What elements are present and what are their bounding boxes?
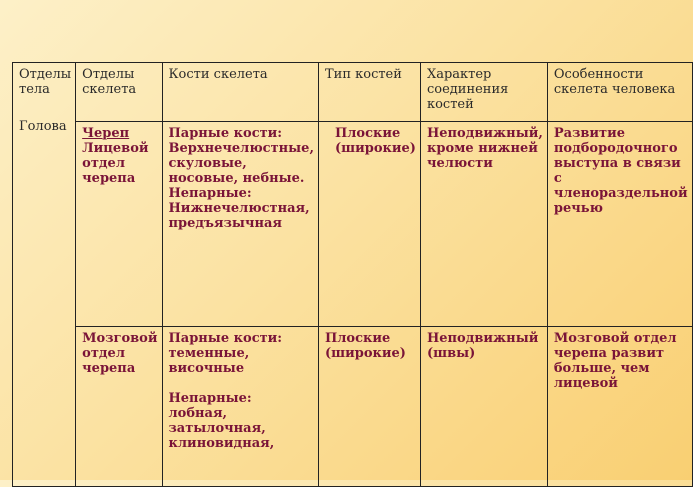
bone-type-cell: Плоские (широкие): [318, 122, 420, 327]
features-cell: Развитие подбородочного выступа в связи с членораздельной речью: [547, 122, 692, 327]
section-subtitle: Лицевой отдел черепа: [82, 141, 149, 186]
header-body-parts: Отделы тела: [19, 67, 72, 97]
skeleton-section-cranial: Мозговой отдел черепа: [76, 327, 162, 487]
bones-paired: Парные кости: теменные, височные: [168, 331, 283, 376]
bones-cell: Парные кости: Верхнечелюстные, скуловые, носовые, небные. Непарные: Нижнечелюстная, предъязычная: [162, 122, 318, 327]
bone-type-cell: Плоские (широкие): [318, 327, 420, 487]
header-joint: Характер соединения костей: [420, 63, 547, 122]
header-bone-type: Тип костей: [318, 63, 420, 122]
header-row: [13, 63, 693, 122]
table-row: [13, 327, 693, 487]
body-part-head: Голова: [19, 119, 67, 134]
header-skeleton-parts: Отделы скелета: [76, 63, 162, 122]
header-bones: Кости скелета: [162, 63, 318, 122]
bones-unpaired: Непарные: лобная, затылочная, клиновидная,: [168, 391, 275, 451]
features-cell: Мозговой отдел черепа развит больше, чем лицевой: [547, 327, 692, 487]
skeleton-section-facial: [76, 122, 162, 327]
header-features: Особенности скелета человека: [547, 63, 692, 122]
body-part-column: [13, 63, 76, 487]
section-title: Череп: [82, 126, 130, 141]
skeleton-table: [12, 62, 693, 487]
joint-cell: Неподвижный (швы): [420, 327, 547, 487]
joint-cell: Неподвижный, кроме нижней челюсти: [420, 122, 547, 327]
bones-cell: [162, 327, 318, 487]
table-row: [13, 122, 693, 327]
